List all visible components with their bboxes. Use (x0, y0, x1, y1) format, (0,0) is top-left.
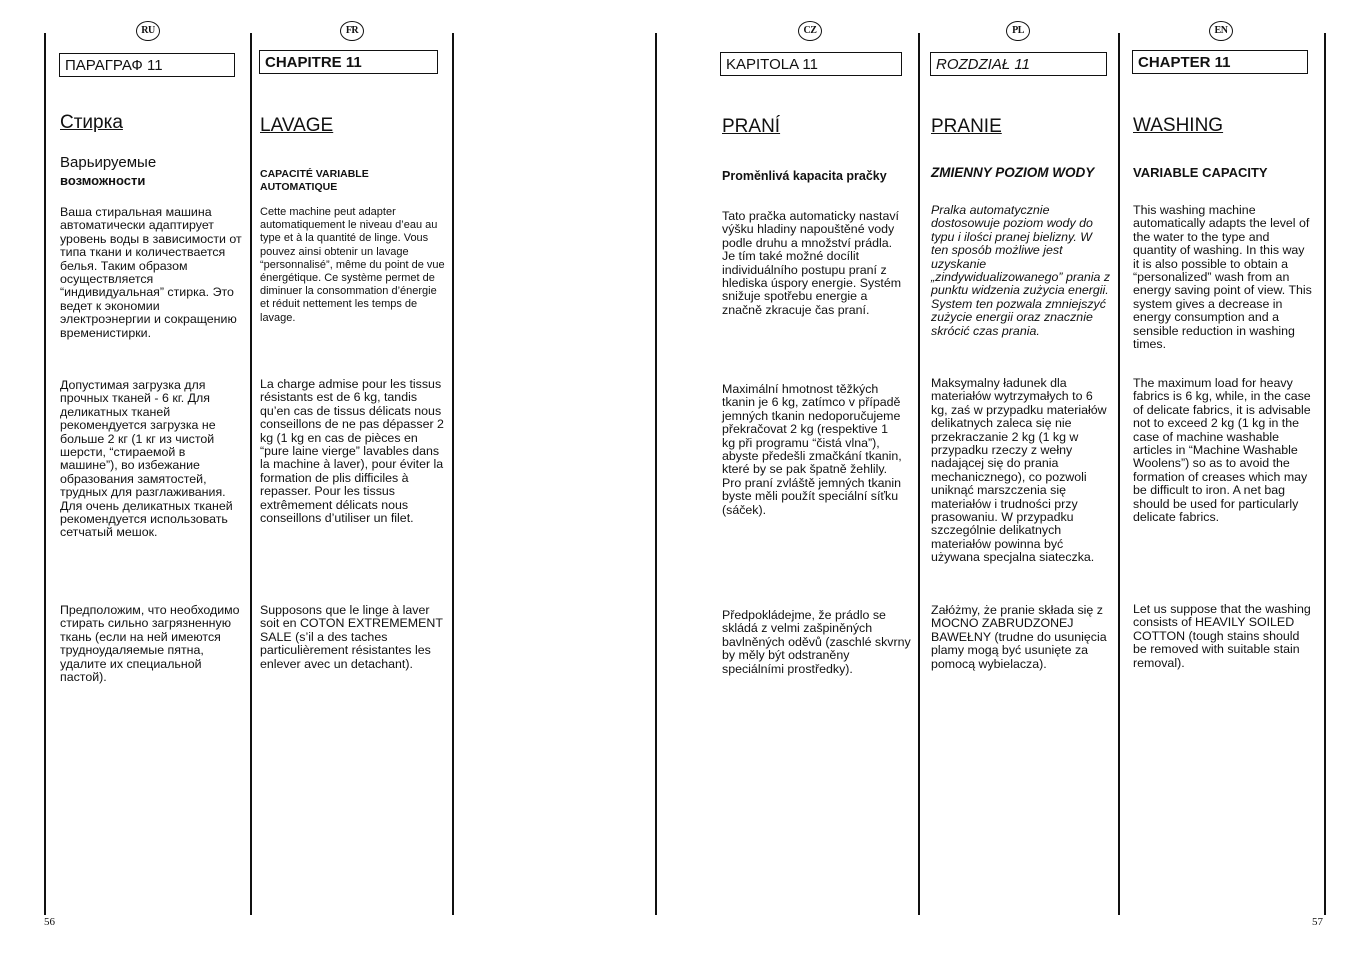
language-badge-fr: FR (340, 21, 364, 41)
paragraph-capacity: Cette machine peut adapter automatiquement le niveau d’eau au type et à la quantité de linge. Vous pouvez ainsi obtenir un lavage “personnalisé”, même du point de vue énergétique. Ce système permet de diminuer la consommation d’énergie et réduit nettement les temps de lavage. (260, 206, 445, 324)
paragraph-capacity: Pralka automatycznie dostosowuje poziom wody do typu i ilości pranej bielizny. W ten sposób możliwe jest uzyskanie „zindywidualizowanego” prania z punktu widzenia zużycia energii. System ten pozwala zmniejszyć zużycie energii oraz znacznie skrócić czas prania. (931, 203, 1111, 338)
paragraph-soiled: Předpokládejme, že prádlo se skládá z velmi zašpiněných bavlněných oděvů (zaschlé skvrny by měly být odstraněny speciálními prostředky). (722, 608, 911, 676)
paragraph-capacity: Ваша стиральная машина автоматически адаптирует уровень воды в зависимости от типа ткани и количествается белья. Таким образом осуществляется “индивидуальная” стирка. Это ведет к экономии электроэнергии и сокращению временистирки. (60, 205, 242, 340)
paragraph-soiled: Предположим, что необходимо стирать сильно загрязненную ткань (если на ней имеются трудноудаляемые пятна, удалите их специальной пастой). (60, 603, 240, 685)
paragraph-load: Допустимая загрузка для прочных тканей - 6 кг. Для деликатных тканей рекомендуется загрузка не больше 2 кг (1 кг из чистой шерсти, “стираемой в машине”), во избежание образования замятостей, трудных для разглаживания. Для очень деликатных тканей рекомендуется использовать сетчатый мешок. (60, 378, 233, 540)
chapter-heading: ПАРАГРАФ 11 (59, 53, 235, 77)
column-divider (1324, 33, 1326, 915)
chapter-heading: KAPITOLA 11 (720, 52, 902, 76)
paragraph-load: Maximální hmotnost těžkých tkanin je 6 kg, zatímco v případě jemných tkanin nedoporučujeme překračovat 2 kg (respektive 1 kg při programu “čistá vlna”), abyste předešli zmačkání tkanin, které by se pak špatně žehlily. Pro praní zvláště jemných tkanin byste měli použít speciální síťku (sáček). (722, 382, 902, 517)
chapter-heading: CHAPTER 11 (1132, 50, 1308, 74)
section-subtitle (260, 168, 445, 193)
language-badge-cz: CZ (798, 21, 822, 41)
paragraph-load: La charge admise pour les tissus résistants est de 6 kg, tandis qu’en cas de tissus délicats nous conseillons de ne pas dépasser 2 kg (1 kg en cas de pièces en “pure laine vierge” lavables dans la machine à laver), pour éviter la formation de plis difficiles à repasser. Pour les tissus extrêmement délicats nous conseillons d’utiliser un filet. (260, 377, 444, 526)
paragraph-soiled: Let us suppose that the washing consists of HEAVILY SOILED COTTON (tough stains should be removed with suitable stain removal). (1133, 602, 1311, 670)
subtitle-line: AUTOMATIQUE (260, 180, 338, 193)
section-subtitle: VARIABLE CAPACITY (1133, 165, 1268, 180)
column-divider (44, 33, 46, 915)
paragraph-capacity: This washing machine automatically adapts the level of the water to the type and quantity of washing. In this way it is also possible to obtain a “personalized” wash from an energy saving point of view. This system gives a decrease in energy consumption and a sensible reduction in washing times. (1133, 203, 1312, 352)
column-divider (655, 33, 657, 915)
section-title: Стирка (60, 112, 123, 133)
subtitle-line: CAPACITÉ VARIABLE (260, 168, 369, 180)
paragraph-capacity: Tato pračka automaticky nastaví výšku hladiny napouštěné vody podle druhu a množství prádla. Je tím také možné docílit individuálního postupu praní z hlediska úspory energie. Systém snižuje spotřebu energie a značně zkracuje čas praní. (722, 209, 902, 317)
section-title: LAVAGE (260, 115, 334, 136)
section-subtitle (60, 154, 245, 190)
column-divider (1118, 33, 1120, 915)
language-badge-ru: RU (136, 21, 160, 41)
section-subtitle: ZMIENNY POZIOM WODY (931, 165, 1095, 180)
language-badge-pl: PL (1006, 21, 1030, 41)
section-title: WASHING (1133, 115, 1224, 136)
language-badge-en: EN (1209, 21, 1233, 41)
subtitle-line: возможности (60, 173, 146, 188)
paragraph-load: Maksymalny ładunek dla materiałów wytrzymałych to 6 kg, zaś w przypadku materiałów delikatnych zaleca się nie przekraczanie 2 kg (1 kg w przypadku rzeczy z wełny nadającej się do prania mechanicznego), co pozwoli uniknąć marszczenia się materiałów i trudności przy prasowaniu. W przypadku szczególnie delikatnych materiałów powinna być używana specjalna siateczka. (931, 376, 1107, 565)
section-subtitle: Proměnlivá kapacita pračky (722, 169, 887, 183)
paragraph-load: The maximum load for heavy fabrics is 6 kg, while, in the case of delicate fabrics, it is advisable not to exceed 2 kg (1 kg in the case of machine washable articles in “Machine Washable Woolens”) so as to avoid the formation of creases which may be difficult to iron. A net bag should be used for particularly delicate fabrics. (1133, 376, 1311, 525)
chapter-heading: CHAPITRE 11 (259, 50, 438, 74)
column-divider (918, 33, 920, 915)
paragraph-soiled: Załóżmy, że pranie składa się z MOCNO ZABRUDZONEJ BAWEŁNY (trudne do usunięcia plamy mogą być usunięte za pomocą wybielacza). (931, 603, 1107, 671)
chapter-heading: ROZDZIAŁ 11 (930, 52, 1107, 76)
column-divider (250, 33, 252, 915)
column-divider (452, 33, 454, 915)
section-title: PRANIE (931, 116, 1002, 137)
subtitle-line: Варьируемые (60, 154, 157, 171)
page-number-right: 57 (1312, 916, 1323, 928)
paragraph-soiled: Supposons que le linge à laver soit en COTON EXTREMEMENT SALE (s’il a des taches particulièrement résistantes les enlever avec un detachant). (260, 603, 443, 671)
page-number-left: 56 (44, 916, 55, 928)
section-title: PRANÍ (722, 116, 781, 137)
